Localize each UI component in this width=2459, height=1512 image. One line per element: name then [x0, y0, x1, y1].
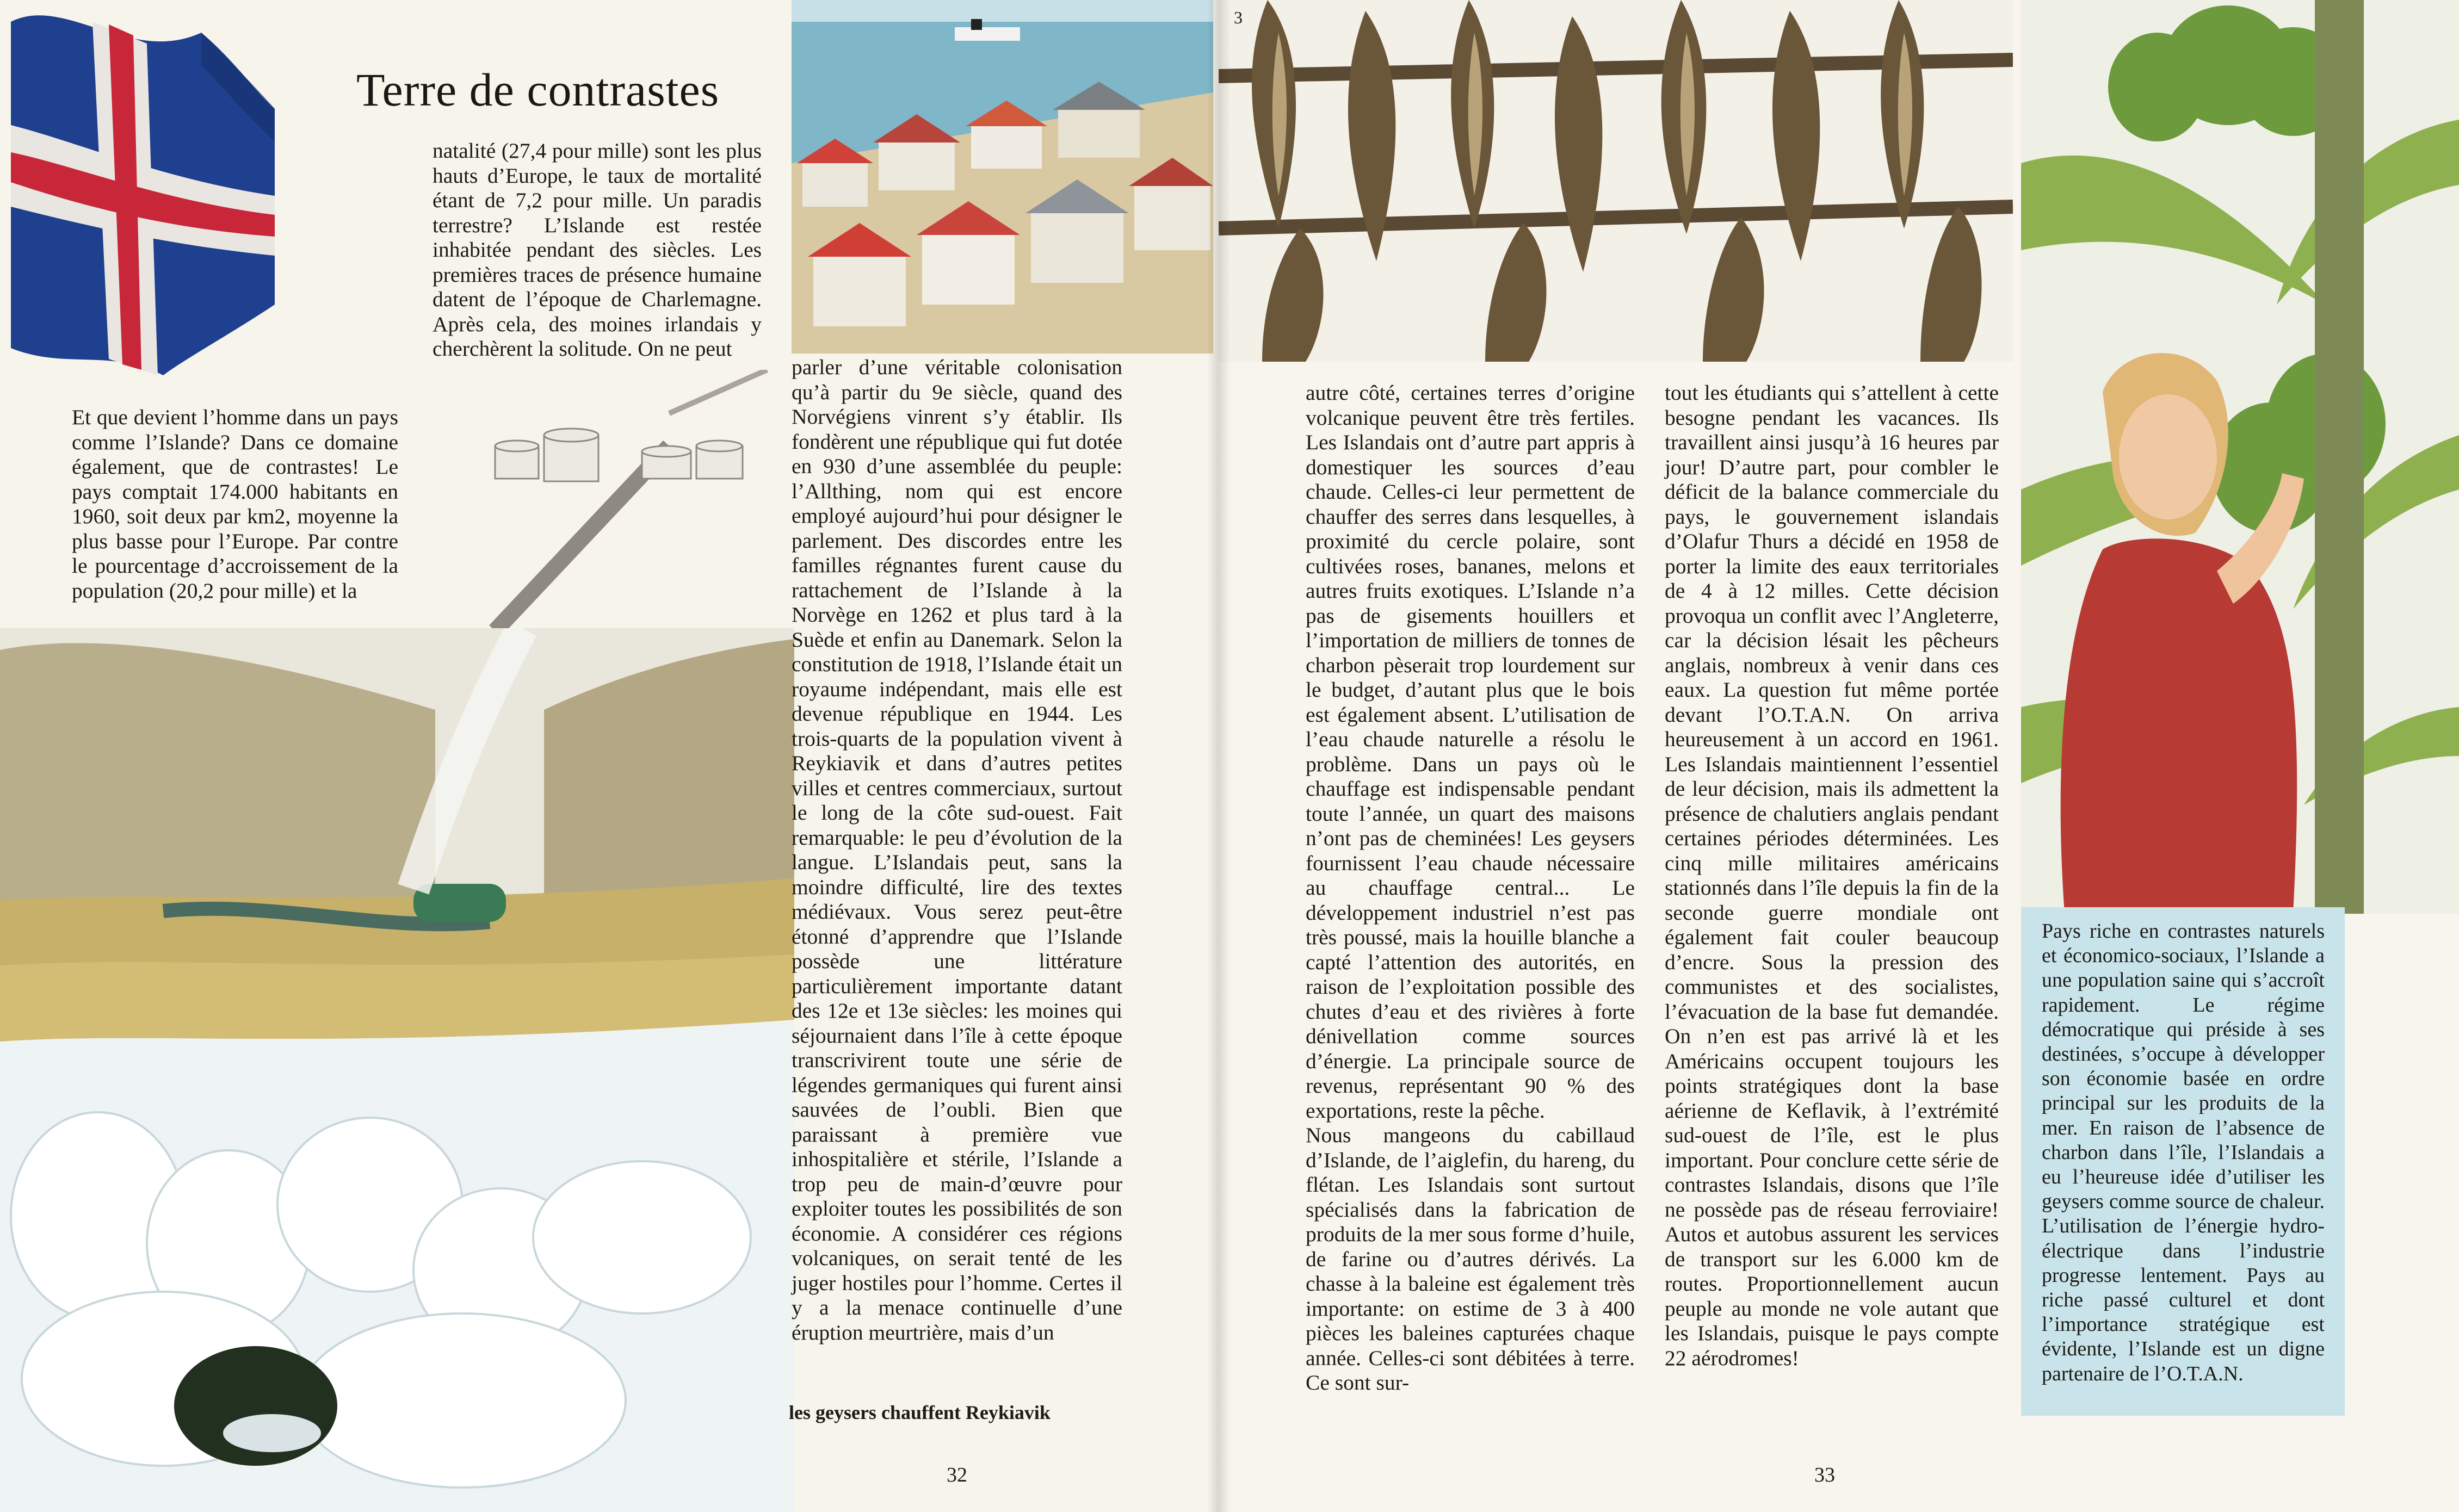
- paragraph: Et que devient l’homme dans un pays comme l’Islande? Dans ce domaine également, que de contrastes! Le pays comptait 174.000 habitants en 1960, soit deux par km2, moyenne la plus basse pour l’Europe. Par contre le pourcentage d’accroissement de la population (20,2 pour mille) et la: [72, 405, 398, 603]
- text-column-1-left: [72, 405, 398, 603]
- banana-greenhouse-illustration: [2021, 0, 2459, 914]
- iceland-flag-illustration: [0, 0, 283, 381]
- geyser-landscape-illustration: [0, 628, 794, 1512]
- paragraph: parler d’une véritable colonisation qu’à partir du 9e siècle, quand des Norvégiens vinrent s’y établir. Ils fondèrent une république qui fut dotée en 930 d’une assemblée du peuple: l’Allthing, nom qui est encore employé aujourd’hui pour désigner le parlement. Des discordes entre les familles régnantes furent cause du rattachement de l’Islande à la Norvège en 1262 et plus tard à la Suède et enfin au Danemark. Selon la constitution de 1918, l’Islande était un royaume indépendant, mais elle est devenue république en 1944. Les trois-quarts de la population vivent à Reykiavik et dans d’autres petites villes et centres commerciaux, surtout le long de la côte sud-ouest. Fait remarquable: le peu d’évolution de la langue. L’Islandais peut, sans la moindre difficulté, lire des textes médiévaux. Vous serez peut-être étonné d’apprendre que l’Islande possède une littérature particulièrement importante datant des 12e et 13e siècles: les moines qui séjournaient dans l’île à cette époque transcrivirent toute une série de légendes germaniques qui furent ainsi sauvées de l’oubli. Bien que paraissant à première vue inhospitalière et stérile, l’Islande a trop peu de main-d’œuvre pour exploiter toutes les possibilités de son économie. A considérer ces régions volcaniques, on serait tenté de les juger hostiles pour l’homme. Certes il y a la menace continuelle d’une éruption meurtrière, mais d’un: [792, 355, 1122, 1344]
- drying-fish-illustration: [1219, 0, 2013, 362]
- left-page: [0, 0, 1219, 1512]
- reykjavik-town-illustration: [792, 0, 1213, 354]
- paragraph: autre côté, certaines terres d’origine volcanique peuvent être très fertiles. Les Islandais ont d’autre part appris à domestiquer les sources d’eau chaude. Celles-ci leur permettent de chauffer des serres dans lesquelles, à proximité du cercle polaire, sont cultivées roses, bananes, melons et autres fruits exotiques. L’Islande n’a pas de gisements houillers et l’importation de milliers de tonnes de charbon pèserait trop lourdement sur le budget, d’autant plus que le bois est également absent. L’utilisation de l’eau chaude naturelle a résolu le problème. Dans un pays où le chauffage est indispensable pendant toute l’année, un quart des maisons n’ont pas de cheminées! Les geysers fournissent l’eau chaude nécessaire au chauffage central... Le développement industriel n’est pas très poussé, mais la houille blanche a capté l’attention des autorités, en raison de l’exploitation possible des chutes d’eau et des rivières à forte dénivellation comme sources d’énergie. La principale source de revenus, représentant 90 % des exportations, reste la pêche.: [1306, 381, 1635, 1123]
- pipeline-tanks-illustration: [462, 370, 800, 642]
- summary-text: [2042, 919, 2325, 1386]
- summary-box: [2021, 907, 2345, 1416]
- page-title: Terre de contrastes: [356, 64, 720, 116]
- paragraph: natalité (27,4 pour mille) sont les plus hauts d’Europe, le taux de mortalité étant de 7,2 pour mille. Un paradis terrestre? L’Islande est restée inhabitée pendant des siècles. Les premières traces de présence humaine datent de l’époque de Charlemagne. Après cela, des moines irlandais y cherchèrent la solitude. On ne peut: [433, 139, 762, 361]
- text-column-2: [792, 355, 1122, 1345]
- book-gutter: [1207, 0, 1231, 1512]
- page-number-right: 33: [1814, 1464, 1835, 1486]
- paragraph: Pays riche en contrastes naturels et économico-sociaux, l’Islande a une population saine qui s’accroît rapidement. Le régime démocratique qui préside à ses destinées, s’occupe à développer son économie basée en ordre principal sur les produits de la mer. En raison de l’absence de charbon dans l’île, l’Islandais a eu l’heureuse idée d’utiliser les geysers comme source de chaleur. L’utilisation de l’énergie hydro-électrique dans l’industrie progresse lentement. Pays au riche passé culturel et dont l’importance stratégique est évidente, l’Islande est un digne partenaire de l’O.T.A.N.: [2042, 920, 2325, 1385]
- image-number: 3: [1234, 8, 1243, 27]
- illustration-caption: les geysers chauffent Reykiavik: [789, 1402, 1051, 1423]
- text-column-3: [1306, 381, 1635, 1396]
- page-number-left: 32: [947, 1464, 967, 1486]
- text-column-1-top: [433, 139, 762, 362]
- paragraph: Nous mangeons du cabillaud d’Islande, de l’aiglefin, du hareng, du flétan. Les Islandais sont surtout spécialisés dans la fabrication de produits de la mer sous forme d’huile, de farine ou d’autres dérivés. La chasse à la baleine est également très importante: on estime de 3 à 400 pièces les baleines capturées chaque année. Celles-ci sont débitées à terre. Ce sont sur-: [1306, 1123, 1635, 1395]
- text-column-4: [1665, 381, 1999, 1371]
- paragraph: tout les étudiants qui s’attellent à cette besogne pendant les vacances. Ils travaillent ainsi jusqu’à 16 heures par jour! D’autre part, pour combler le déficit de la balance commerciale du pays, le gouvernement islandais d’Olafur Thurs a décidé en 1958 de porter la limite des eaux territoriales de 4 à 12 milles. Cette décision provoqua un conflit avec l’Angleterre, car la décision lésait les pêcheurs anglais, nombreux à venir dans ces eaux. La question fut même portée devant l’O.T.A.N. On arriva heureusement à un accord en 1961. Les Islandais maintiennent l’essentiel de leur décision, mais ils admettent la présence de chalutiers anglais pendant certaines périodes déterminées. Les cinq mille militaires américains stationnés dans l’île depuis la fin de la seconde guerre mondiale ont également fait couler beaucoup d’encre. Sous la pression des communistes et des socialistes, l’évacuation de la base fut demandée. On n’en est pas arrivé là et les Américains occupent toujours les points stratégiques dont la base aérienne de Keflavik, à l’extrémité sud-ouest de l’île, est le plus important. Pour conclure cette série de contrastes Islandais, disons que l’île ne possède pas de réseau ferroviaire! Autos et autobus assurent les services de transport sur les 6.000 km de routes. Proportionnellement aucun peuple au monde ne vole autant que les Islandais, puisque le pays compte 22 aérodromes!: [1665, 381, 1999, 1370]
